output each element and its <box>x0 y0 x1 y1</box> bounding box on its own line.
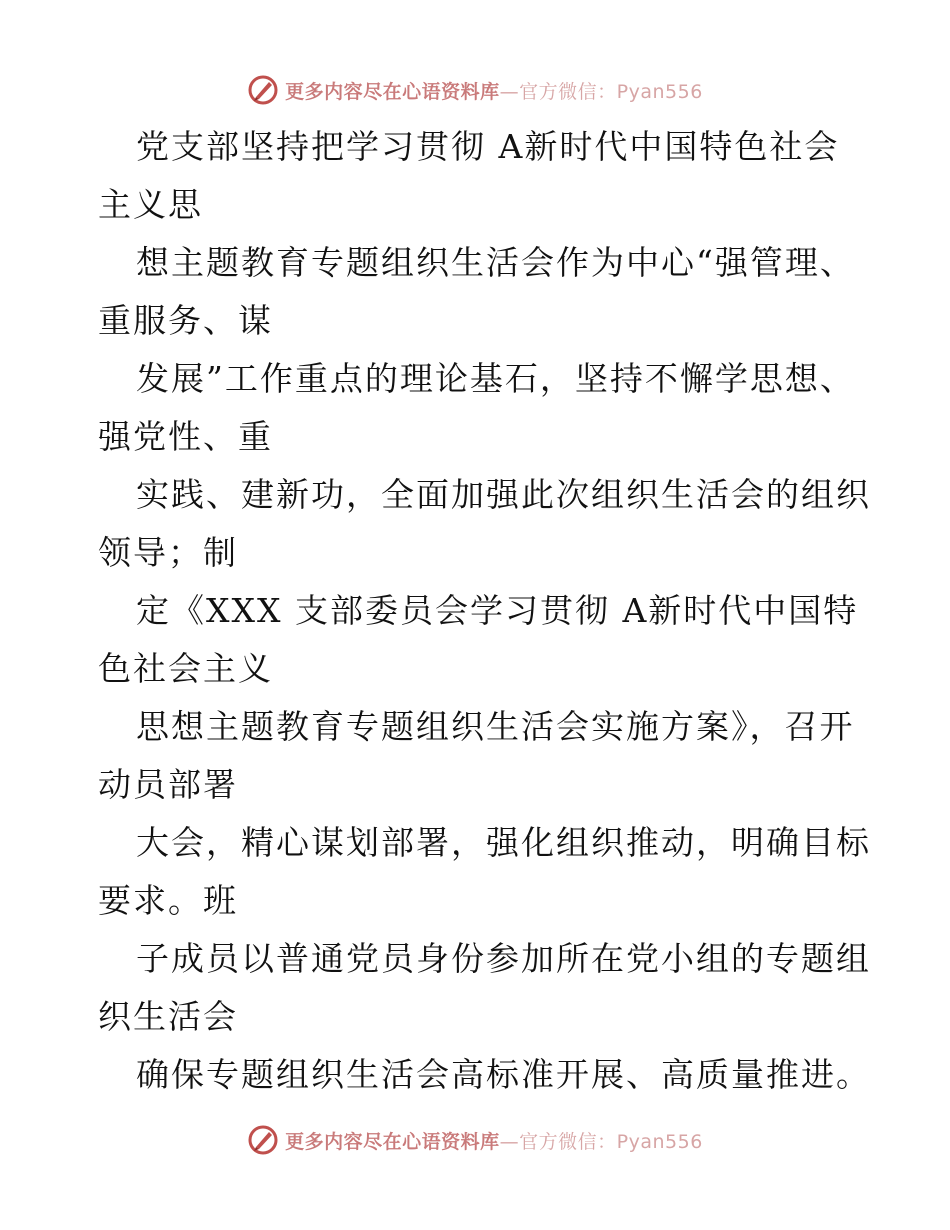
text-line: 定《XXX 支部委员会学习贯彻 A新时代中国特 <box>136 591 859 630</box>
text-line: 要求。班 <box>98 881 238 920</box>
header-banner <box>0 70 950 110</box>
text-line: 确保专题组织生活会高标准开展、高质量推进。 <box>136 1055 871 1094</box>
text-line: 发展”工作重点的理论基石，坚持不懈学思想、 <box>136 359 855 398</box>
footer-banner <box>0 1120 950 1160</box>
footer-banner-wechat: —官方微信：Pyan556 <box>499 1130 703 1153</box>
text-line: 主义思 <box>98 185 203 224</box>
text-line: 大会，精心谋划部署，强化组织推动，明确目标 <box>136 823 871 862</box>
text-line: 重服务、谋 <box>98 301 273 340</box>
pen-logo-icon <box>247 1124 279 1156</box>
text-line: 织生活会 <box>98 997 238 1036</box>
text-line: 色社会主义 <box>98 649 273 688</box>
text-line: 党支部坚持把学习贯彻 A新时代中国特色社会 <box>136 127 840 166</box>
text-line: 思想主题教育专题组织生活会实施方案》，召开 <box>136 707 855 746</box>
header-banner-wechat: —官方微信：Pyan556 <box>499 80 703 103</box>
text-line: 强党性、重 <box>98 417 273 456</box>
header-banner-text <box>285 77 703 104</box>
text-line: 动员部署 <box>98 765 238 804</box>
text-line: 领导；制 <box>98 533 238 572</box>
footer-banner-text <box>285 1127 703 1154</box>
footer-banner-main: 更多内容尽在心语资料库 <box>285 1130 500 1153</box>
document-body <box>98 118 871 1104</box>
pen-logo-icon <box>247 74 279 106</box>
header-banner-main: 更多内容尽在心语资料库 <box>285 80 500 103</box>
text-line: 子成员以普通党员身份参加所在党小组的专题组 <box>136 939 871 978</box>
text-line: 实践、建新功，全面加强此次组织生活会的组织 <box>136 475 871 514</box>
text-line: 想主题教育专题组织生活会作为中心“强管理、 <box>136 243 855 282</box>
